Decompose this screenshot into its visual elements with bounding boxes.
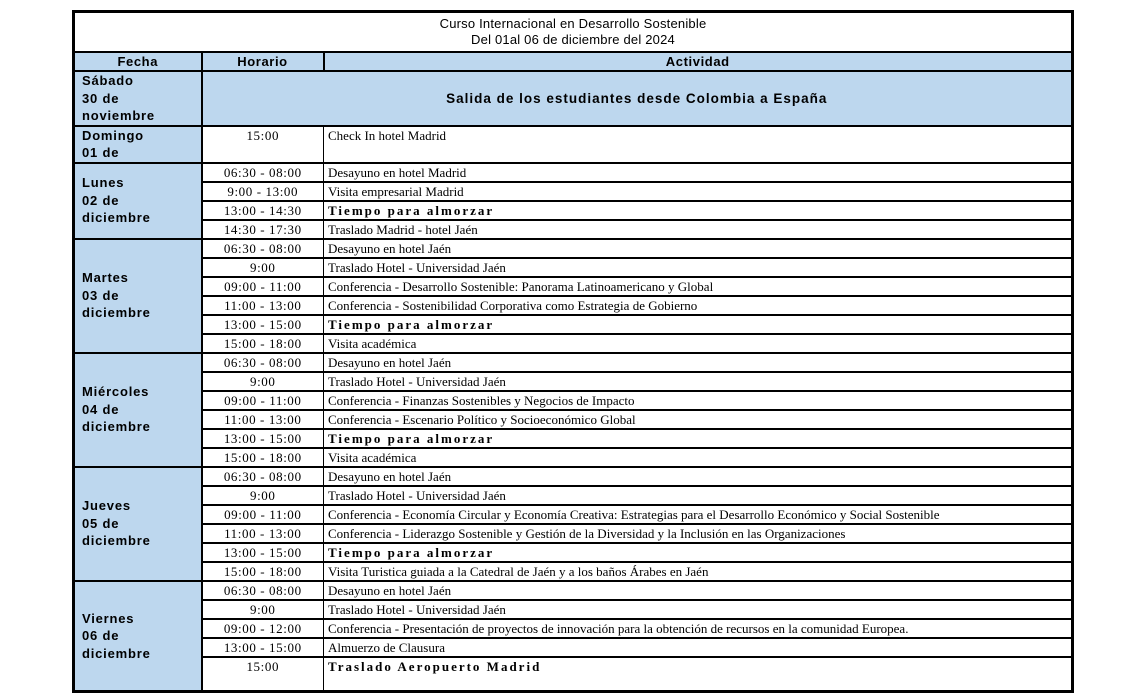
activity-cell: Conferencia - Presentación de proyectos de innovación para la obtención de recursos en la comunidad Europea.	[324, 619, 1073, 638]
time-cell: 11:00 - 13:00	[202, 296, 324, 315]
schedule-row	[74, 657, 1073, 692]
schedule-row	[74, 163, 1073, 182]
activity-cell: Traslado Aeropuerto Madrid	[324, 657, 1073, 692]
time-cell: 11:00 - 13:00	[202, 410, 324, 429]
schedule-row	[74, 543, 1073, 562]
activity-cell: Conferencia - Escenario Político y Socioeconómico Global	[324, 410, 1073, 429]
date-line: Sábado	[82, 73, 134, 88]
schedule-row	[74, 277, 1073, 296]
schedule-row	[74, 258, 1073, 277]
time-cell: 15:00 - 18:00	[202, 448, 324, 467]
date-cell	[74, 467, 202, 581]
schedule-row	[74, 353, 1073, 372]
schedule-row	[74, 126, 1073, 163]
schedule-row	[74, 201, 1073, 220]
activity-cell: Traslado Hotel - Universidad Jaén	[324, 486, 1073, 505]
activity-cell: Desayuno en hotel Jaén	[324, 239, 1073, 258]
activity-cell: Traslado Hotel - Universidad Jaén	[324, 258, 1073, 277]
date-line: 01 de	[82, 145, 120, 160]
column-header-actividad: Actividad	[324, 52, 1073, 71]
schedule-row	[74, 220, 1073, 239]
activity-cell: Visita académica	[324, 448, 1073, 467]
document-title-line1: Curso Internacional en Desarrollo Sostenible	[439, 15, 707, 31]
time-cell: 15:00 - 18:00	[202, 334, 324, 353]
schedule-row	[74, 391, 1073, 410]
activity-cell: Traslado Hotel - Universidad Jaén	[324, 600, 1073, 619]
date-cell	[74, 581, 202, 692]
activity-cell: Tiempo para almorzar	[324, 315, 1073, 334]
schedule-row	[74, 562, 1073, 581]
schedule-row	[74, 638, 1073, 657]
date-line: 04 de	[82, 401, 120, 417]
activity-cell: Almuerzo de Clausura	[324, 638, 1073, 657]
time-cell: 09:00 - 12:00	[202, 619, 324, 638]
activity-cell: Traslado Madrid - hotel Jaén	[324, 220, 1073, 239]
schedule-table	[72, 10, 1074, 693]
time-cell: 14:30 - 17:30	[202, 220, 324, 239]
date-line: noviembre	[82, 108, 155, 123]
schedule-row	[74, 315, 1073, 334]
schedule-row	[74, 467, 1073, 486]
time-cell: 13:00 - 15:00	[202, 429, 324, 448]
date-line: Viernes	[82, 610, 135, 626]
time-cell: 06:30 - 08:00	[202, 353, 324, 372]
time-cell: 15:00	[202, 657, 324, 692]
time-cell: 9:00 - 13:00	[202, 182, 324, 201]
activity-cell: Desayuno en hotel Madrid	[324, 163, 1073, 182]
date-line: Miércoles	[82, 384, 150, 400]
date-line: diciembre	[82, 533, 151, 549]
time-cell: 06:30 - 08:00	[202, 239, 324, 258]
activity-cell: Tiempo para almorzar	[324, 429, 1073, 448]
activity-cell: Visita Turistica guiada a la Catedral de Jaén y a los baños Árabes en Jaén	[324, 562, 1073, 581]
time-cell: 13:00 - 15:00	[202, 315, 324, 334]
activity-cell: Visita académica	[324, 334, 1073, 353]
date-line: Lunes	[82, 175, 125, 191]
activity-cell: Conferencia - Desarrollo Sostenible: Panorama Latinoamericano y Global	[324, 277, 1073, 296]
column-header-fecha: Fecha	[74, 52, 202, 71]
time-cell: 13:00 - 15:00	[202, 638, 324, 657]
activity-cell: Tiempo para almorzar	[324, 543, 1073, 562]
schedule-row	[74, 448, 1073, 467]
date-cell	[74, 163, 202, 239]
time-cell: 09:00 - 11:00	[202, 277, 324, 296]
activity-cell: Conferencia - Finanzas Sostenibles y Negocios de Impacto	[324, 391, 1073, 410]
time-cell: 9:00	[202, 372, 324, 391]
activity-cell: Conferencia - Economía Circular y Economía Creativa: Estrategias para el Desarrollo Económico y Social Sostenible	[324, 505, 1073, 524]
time-cell: 13:00 - 14:30	[202, 201, 324, 220]
date-line: Jueves	[82, 498, 131, 514]
document-title-cell	[74, 12, 1073, 53]
time-cell: 9:00	[202, 600, 324, 619]
schedule-row	[74, 334, 1073, 353]
date-line: diciembre	[82, 210, 151, 226]
date-cell	[74, 353, 202, 467]
schedule-row	[74, 600, 1073, 619]
activity-cell: Traslado Hotel - Universidad Jaén	[324, 372, 1073, 391]
date-line: 30 de	[82, 90, 120, 106]
column-header-horario: Horario	[202, 52, 324, 71]
activity-cell: Check In hotel Madrid	[324, 126, 1073, 163]
schedule-row	[74, 182, 1073, 201]
activity-cell: Tiempo para almorzar	[324, 201, 1073, 220]
time-cell: 9:00	[202, 486, 324, 505]
schedule-row	[74, 410, 1073, 429]
activity-cell: Conferencia - Liderazgo Sostenible y Gestión de la Diversidad y la Inclusión en las Organizaciones	[324, 524, 1073, 543]
time-cell: 9:00	[202, 258, 324, 277]
date-line: 06 de	[82, 628, 120, 643]
date-line: Martes	[82, 270, 129, 286]
schedule-row	[74, 524, 1073, 543]
schedule-row	[74, 581, 1073, 600]
schedule-row	[74, 486, 1073, 505]
document-title-line2: Del 01al 06 de diciembre del 2024	[471, 31, 675, 47]
time-cell: 06:30 - 08:00	[202, 467, 324, 486]
time-cell: 06:30 - 08:00	[202, 581, 324, 600]
schedule-row	[74, 372, 1073, 391]
schedule-row	[74, 619, 1073, 638]
schedule-body	[74, 71, 1073, 692]
time-cell: 09:00 - 11:00	[202, 505, 324, 524]
time-cell: 15:00	[202, 126, 324, 163]
activity-cell: Visita empresarial Madrid	[324, 182, 1073, 201]
schedule-row	[74, 239, 1073, 258]
time-cell: 11:00 - 13:00	[202, 524, 324, 543]
date-line: Domingo	[82, 127, 144, 143]
schedule-row	[74, 505, 1073, 524]
date-line: diciembre	[82, 645, 151, 661]
activity-cell: Conferencia - Sostenibilidad Corporativa como Estrategia de Gobierno	[324, 296, 1073, 315]
column-header-row	[74, 52, 1073, 71]
date-line: 02 de	[82, 192, 120, 208]
activity-cell: Desayuno en hotel Jaén	[324, 353, 1073, 372]
date-line: diciembre	[82, 419, 151, 435]
title-row	[74, 12, 1073, 53]
time-cell: 09:00 - 11:00	[202, 391, 324, 410]
schedule-row	[74, 429, 1073, 448]
date-line: 03 de	[82, 287, 120, 303]
date-line: 05 de	[82, 515, 120, 531]
date-cell	[74, 239, 202, 353]
activity-cell: Desayuno en hotel Jaén	[324, 581, 1073, 600]
date-line: diciembre	[82, 305, 151, 321]
date-cell	[74, 126, 202, 163]
schedule-row	[74, 296, 1073, 315]
time-cell: 15:00 - 18:00	[202, 562, 324, 581]
time-cell: 13:00 - 15:00	[202, 543, 324, 562]
schedule-row	[74, 71, 1073, 126]
merged-activity-cell: Salida de los estudiantes desde Colombia a España	[202, 71, 1073, 126]
time-cell: 06:30 - 08:00	[202, 163, 324, 182]
activity-cell: Desayuno en hotel Jaén	[324, 467, 1073, 486]
date-cell	[74, 71, 202, 126]
